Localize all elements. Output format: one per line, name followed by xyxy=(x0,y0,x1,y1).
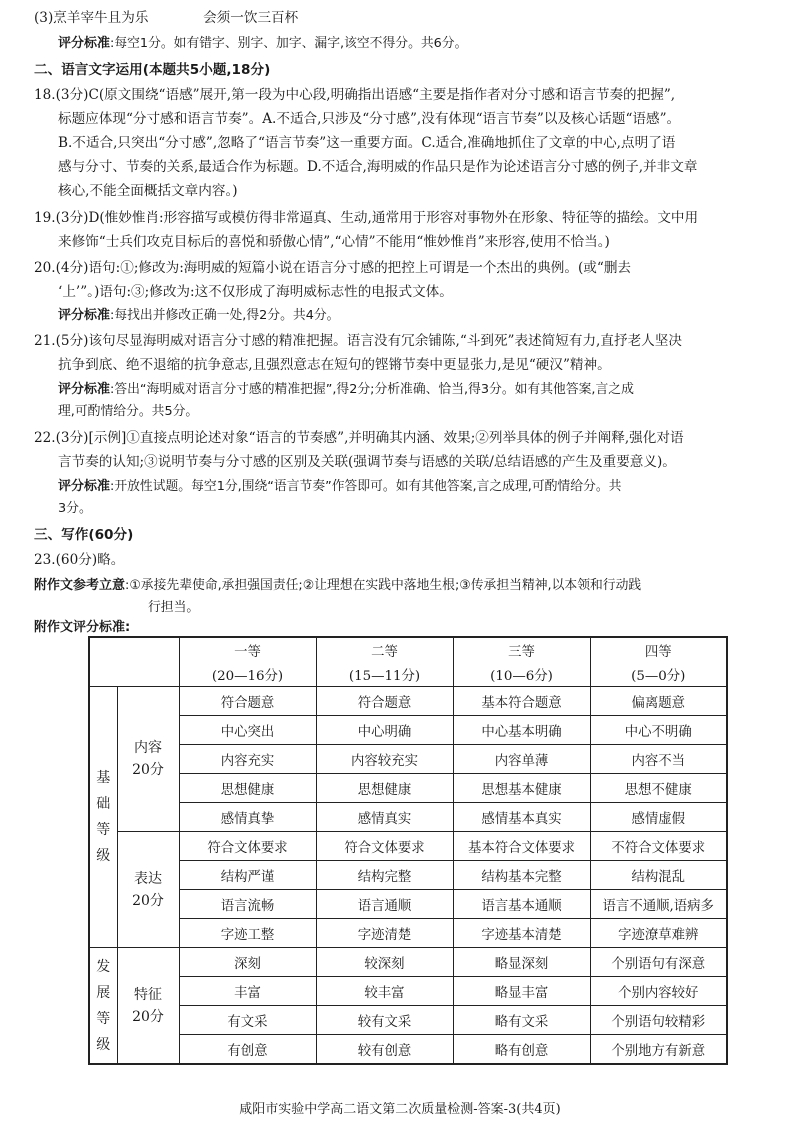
verse-line xyxy=(34,8,774,28)
table-cell: 较深刻 xyxy=(316,948,453,977)
q22-criteria-text-2: 3分。 xyxy=(58,501,92,516)
table-cell: 个别语句较精彩 xyxy=(590,1006,727,1035)
q19-line-1: 19.(3分)D(惟妙惟肖:形容描写或模仿得非常逼真、生动,通常用于形容对事物外在形象、特征等的描绘。文中用 xyxy=(34,210,699,226)
q20-line-1: 20.(4分)语句:①;修改为:海明威的短篇小说在语言分寸感的把控上可谓是一个杰出的典例。(或“删去 xyxy=(34,260,632,276)
table-cell: 结构基本完整 xyxy=(453,861,590,890)
table-cell: 较有文采 xyxy=(316,1006,453,1035)
grade-1-name: 一等 xyxy=(179,637,316,662)
table-cell: 字迹清楚 xyxy=(316,919,453,948)
basic-level-label xyxy=(89,687,117,948)
table-row xyxy=(89,861,727,890)
rubric-table xyxy=(88,636,728,1065)
table-cell: 结构完整 xyxy=(316,861,453,890)
table-row xyxy=(89,774,727,803)
rubric-header-row xyxy=(89,637,727,662)
q21-criteria-text-1: :答出“海明威对语言分寸感的精准把握”,得2分;分析准确、恰当,得3分。如有其他答案,言之成 xyxy=(110,382,634,397)
table-cell: 略有文采 xyxy=(453,1006,590,1035)
table-cell: 字迹基本清楚 xyxy=(453,919,590,948)
table-cell: 基本符合文体要求 xyxy=(453,832,590,861)
content-score: 20分 xyxy=(132,762,164,778)
grade-2-range: (15—11分) xyxy=(316,662,453,687)
table-row xyxy=(89,977,727,1006)
q18-line-2: 标题应体现“分寸感和语言节奏”。A.不适合,只涉及“分寸感”,没有体现“语言节奏”以及核心话题“语感”。 xyxy=(58,111,681,127)
table-cell: 思想基本健康 xyxy=(453,774,590,803)
table-row xyxy=(89,803,727,832)
table-cell: 基本符合题意 xyxy=(453,687,590,716)
table-cell: 中心不明确 xyxy=(590,716,727,745)
q21-line-2: 抗争到底、绝不退缩的抗争意志,且强烈意志在短句的铿锵节奏中更显张力,是见“硬汉”精神。 xyxy=(58,357,611,373)
table-cell: 个别语句有深意 xyxy=(590,948,727,977)
table-row xyxy=(89,890,727,919)
table-cell: 感情基本真实 xyxy=(453,803,590,832)
ref-line-1 xyxy=(34,575,774,596)
table-cell: 语言流畅 xyxy=(179,890,316,919)
table-row xyxy=(89,919,727,948)
q20-criteria-text: :每找出并修改正确一处,得2分。共4分。 xyxy=(110,308,340,323)
grade-2-name: 二等 xyxy=(316,637,453,662)
table-cell: 感情虚假 xyxy=(590,803,727,832)
q18-line-3: B.不适合,只突出“分寸感”,忽略了“语言节奏”这一重要方面。C.适合,准确地抓住了文章的中心,点明了语 xyxy=(58,135,676,151)
table-cell: 内容充实 xyxy=(179,745,316,774)
table-cell: 内容不当 xyxy=(590,745,727,774)
table-cell: 略有创意 xyxy=(453,1035,590,1065)
table-cell: 个别地方有新意 xyxy=(590,1035,727,1065)
section3-heading: 三、写作(60分) xyxy=(34,527,134,543)
rubric-header-range-row xyxy=(89,662,727,687)
table-cell: 较有创意 xyxy=(316,1035,453,1065)
q19-line-2: 来修饰“士兵们攻克目标后的喜悦和骄傲心情”,“心情”不能用“惟妙惟肖”来形容,使用不恰当。) xyxy=(58,234,610,250)
q22-line-1: 22.(3分)[示例]①直接点明论述对象“语言的节奏感”,并明确其内涵、效果;②列举具体的例子并阐释,强化对语 xyxy=(34,430,684,446)
feature-dimension xyxy=(117,948,179,1065)
grade-1-range: (20—16分) xyxy=(179,662,316,687)
criteria-text: :每空1分。如有错字、别字、加字、漏字,该空不得分。共6分。 xyxy=(110,36,468,51)
table-cell: 结构混乱 xyxy=(590,861,727,890)
table-row xyxy=(89,745,727,774)
table-cell: 中心突出 xyxy=(179,716,316,745)
page-footer: 咸阳市实验中学高二语文第二次质量检测-答案-3(共4页) xyxy=(239,1102,561,1117)
q23: 23.(60分)略。 xyxy=(34,552,125,568)
table-cell: 结构严谨 xyxy=(179,861,316,890)
table-cell: 符合文体要求 xyxy=(179,832,316,861)
grade-4-range: (5—0分) xyxy=(590,662,727,687)
table-cell: 字迹潦草难辨 xyxy=(590,919,727,948)
q18-line-1: 18.(3分)C(原文围绕“语感”展开,第一段为中心段,明确指出语感“主要是指作者对分寸感和语言节奏的把握”, xyxy=(34,87,676,103)
rubric-corner xyxy=(89,637,179,687)
ref-text-1: :①承接先辈使命,承担强国责任;②让理想在实践中落地生根;③传承担当精神,以本领和行动践 xyxy=(125,578,642,593)
table-cell: 思想健康 xyxy=(179,774,316,803)
table-cell: 思想健康 xyxy=(316,774,453,803)
table-row xyxy=(89,687,727,716)
table-cell: 内容较充实 xyxy=(316,745,453,774)
table-row xyxy=(89,1006,727,1035)
q21-criteria-text-2: 理,可酌情给分。共5分。 xyxy=(58,404,199,419)
table-cell: 深刻 xyxy=(179,948,316,977)
grade-4-name: 四等 xyxy=(590,637,727,662)
table-cell: 内容单薄 xyxy=(453,745,590,774)
verse-text: 会须一饮三百杯 xyxy=(203,10,299,26)
expression-dimension xyxy=(117,832,179,948)
table-cell: 符合文体要求 xyxy=(316,832,453,861)
grade-3-name: 三等 xyxy=(453,637,590,662)
table-cell: 语言通顺 xyxy=(316,890,453,919)
basic-level-text: 基础等级 xyxy=(96,770,111,864)
table-row xyxy=(89,948,727,977)
table-cell: 较丰富 xyxy=(316,977,453,1006)
development-level-label xyxy=(89,948,117,1065)
table-cell: 语言基本通顺 xyxy=(453,890,590,919)
q18-line-4: 感与分寸、节奏的关系,最适合作为标题。D.不适合,海明威的作品只是作为论述语言分寸感的例子,并非文章 xyxy=(58,159,698,175)
section2-heading: 二、语言文字运用(本题共5小题,18分) xyxy=(34,62,271,78)
q20-criteria-label: 评分标准 xyxy=(58,308,111,323)
table-cell: 个别内容较好 xyxy=(590,977,727,1006)
q21-criteria-label: 评分标准 xyxy=(58,382,111,397)
table-cell: 有文采 xyxy=(179,1006,316,1035)
development-level-text: 发展等级 xyxy=(96,958,111,1053)
table-cell: 感情真实 xyxy=(316,803,453,832)
table-cell: 字迹工整 xyxy=(179,919,316,948)
q18-line-5: 核心,不能全面概括文章内容。) xyxy=(58,183,238,199)
q20-line-2: ‘上’”。)语句:③;修改为:这不仅形成了海明威标志性的电报式文体。 xyxy=(58,284,453,300)
ref-label: 附作文参考立意 xyxy=(34,578,126,593)
ref-text-2: 行担当。 xyxy=(148,600,200,615)
table-cell: 符合题意 xyxy=(179,687,316,716)
feature-score: 20分 xyxy=(132,1008,164,1025)
q22-criteria-text-1: :开放性试题。每空1分,围绕“语言节奏”作答即可。如有其他答案,言之成理,可酌情给分。共 xyxy=(110,479,622,494)
table-cell: 略显深刻 xyxy=(453,948,590,977)
feature-name: 特征 xyxy=(134,986,162,1003)
table-row xyxy=(89,832,727,861)
table-cell: 感情真挚 xyxy=(179,803,316,832)
q22-line-2: 言节奏的认知;③说明节奏与分寸感的区别及关联(强调节奏与语感的关联/总结语感的产生及重要意义)。 xyxy=(58,454,676,470)
table-cell: 思想不健康 xyxy=(590,774,727,803)
q21-criteria xyxy=(58,379,774,400)
table-row xyxy=(89,1035,727,1065)
table-cell: 略显丰富 xyxy=(453,977,590,1006)
table-cell: 丰富 xyxy=(179,977,316,1006)
verse-label: (3)烹羊宰牛且为乐 xyxy=(34,10,149,26)
top-criteria xyxy=(58,33,774,54)
table-cell: 中心明确 xyxy=(316,716,453,745)
q21-line-1: 21.(5分)该句尽显海明威对语言分寸感的精准把握。语言没有冗余铺陈,“斗到死”表述简短有力,直抒老人坚决 xyxy=(34,333,682,349)
q22-criteria-label: 评分标准 xyxy=(58,479,111,494)
q20-criteria xyxy=(58,305,774,326)
criteria-label: 评分标准 xyxy=(58,36,111,51)
table-row xyxy=(89,716,727,745)
q22-criteria xyxy=(58,476,774,497)
rubric-label: 附作文评分标准: xyxy=(34,620,131,635)
grade-3-range: (10—6分) xyxy=(453,662,590,687)
table-cell: 有创意 xyxy=(179,1035,316,1065)
content-name: 内容 xyxy=(134,740,162,756)
table-cell: 中心基本明确 xyxy=(453,716,590,745)
table-cell: 符合题意 xyxy=(316,687,453,716)
table-cell: 语言不通顺,语病多 xyxy=(590,890,727,919)
content-dimension xyxy=(117,687,179,832)
table-cell: 偏离题意 xyxy=(590,687,727,716)
expression-name: 表达 xyxy=(134,870,162,887)
expression-score: 20分 xyxy=(132,892,164,909)
table-cell: 不符合文体要求 xyxy=(590,832,727,861)
